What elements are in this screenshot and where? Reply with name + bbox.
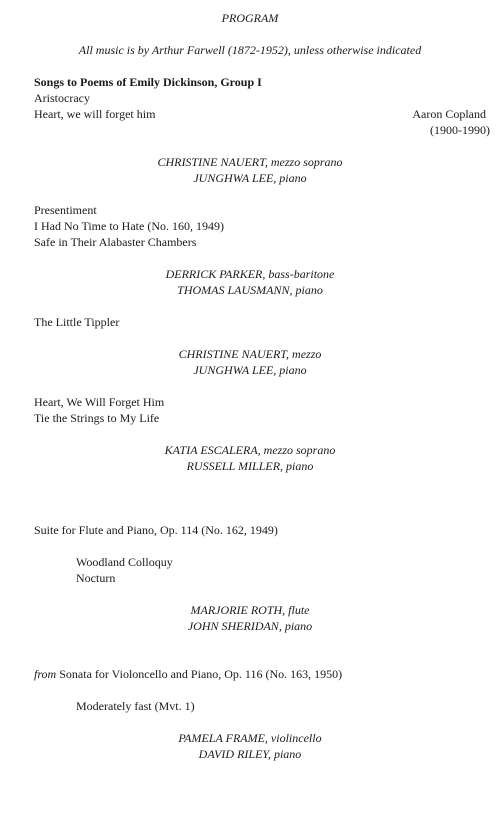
piece-title: Safe in Their Alabaster Chambers bbox=[34, 235, 197, 249]
composer-dates: (1900-1990) bbox=[430, 123, 490, 137]
performer: DERRICK PARKER, bass-baritone bbox=[165, 267, 335, 281]
performer: JUNGHWA LEE, piano bbox=[193, 363, 307, 377]
work-title-line bbox=[34, 666, 342, 682]
performer: KATIA ESCALERA, mezzo soprano bbox=[164, 443, 336, 457]
piece-title: I Had No Time to Hate (No. 160, 1949) bbox=[34, 219, 224, 233]
performer: JOHN SHERIDAN, piano bbox=[187, 619, 313, 633]
work-title: Suite for Flute and Piano, Op. 114 (No. 162, 1949) bbox=[34, 523, 278, 537]
piece-title: Heart, we will forget him bbox=[34, 107, 156, 121]
piece-title: Heart, We Will Forget Him bbox=[34, 395, 165, 409]
performer: THOMAS LAUSMANN, piano bbox=[177, 283, 323, 297]
title-prefix: from bbox=[34, 667, 57, 681]
movement-title: Woodland Colloquy bbox=[76, 555, 173, 569]
movement-title: Moderately fast (Mvt. 1) bbox=[76, 699, 195, 713]
piece-title: Aristocracy bbox=[34, 91, 90, 105]
composer-note: All music is by Arthur Farwell (1872-1952), unless otherwise indicated bbox=[78, 43, 422, 57]
movement-title: Nocturn bbox=[76, 571, 116, 585]
piece-title: The Little Tippler bbox=[34, 315, 120, 329]
performer: DAVID RILEY, piano bbox=[198, 747, 302, 761]
performer: PAMELA FRAME, violincello bbox=[178, 731, 322, 745]
work-title: Sonata for Violoncello and Piano, Op. 116 (No. 163, 1950) bbox=[59, 667, 343, 681]
performer: MARJORIE ROTH, flute bbox=[190, 603, 310, 617]
composer-name: Aaron Copland bbox=[412, 107, 486, 121]
program-title: PROGRAM bbox=[221, 11, 279, 25]
section-heading: Songs to Poems of Emily Dickinson, Group I bbox=[34, 75, 262, 89]
performer: CHRISTINE NAUERT, mezzo soprano bbox=[157, 155, 343, 169]
piece-title: Presentiment bbox=[34, 203, 97, 217]
performer: CHRISTINE NAUERT, mezzo bbox=[178, 347, 322, 361]
performer: JUNGHWA LEE, piano bbox=[193, 171, 307, 185]
performer: RUSSELL MILLER, piano bbox=[186, 459, 314, 473]
piece-title: Tie the Strings to My Life bbox=[34, 411, 160, 425]
